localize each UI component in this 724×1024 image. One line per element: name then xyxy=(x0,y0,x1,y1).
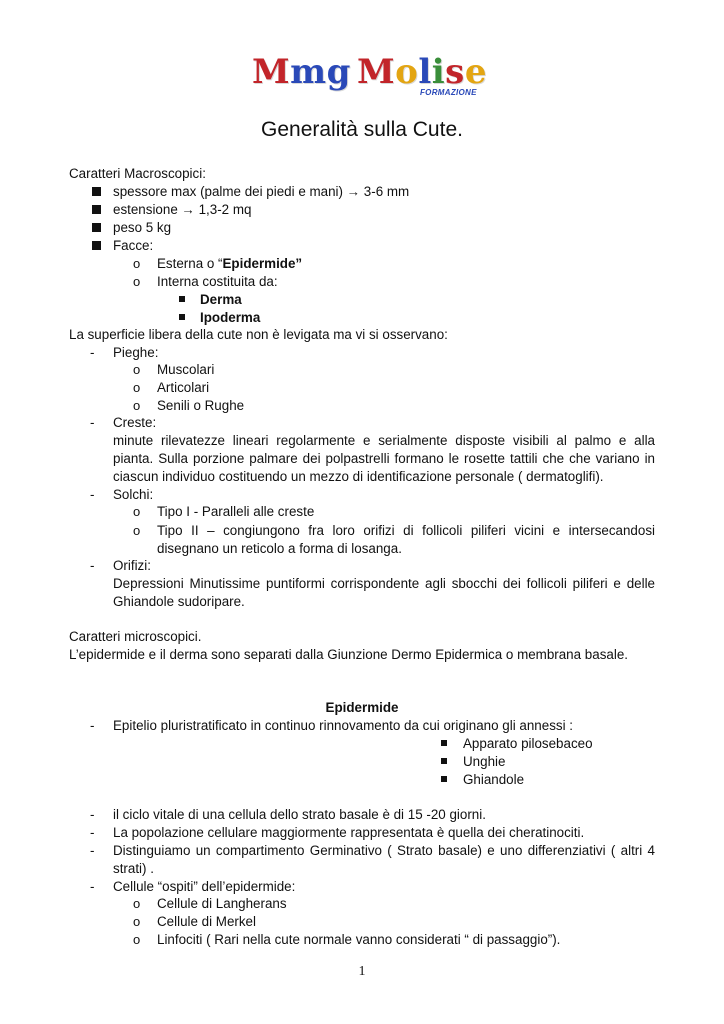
solchi-tipo2-cont: disegnano un reticolo a forma di losanga. xyxy=(157,541,402,556)
dash-bullet-icon: - xyxy=(90,415,95,430)
ospiti-item: Linfociti ( Rari nella cute normale vanno considerati “ di passaggio”). xyxy=(157,932,561,947)
dash-bullet-icon: - xyxy=(90,718,95,733)
facce-esterna xyxy=(157,255,302,273)
popolazione-text: La popolazione cellulare maggiormente rappresentata è quella dei cheratinociti. xyxy=(113,825,585,840)
creste-line: pianta. Sulla porzione palmare dei polpastrelli formano le rosette tattili che che variano in xyxy=(113,451,655,466)
circle-bullet-icon: o xyxy=(133,256,141,271)
creste-line: ciascun individuo costituendo un mezzo di identificazione personale ( dermatoglifi). xyxy=(113,469,604,484)
macro-item: estensione → 1,3-2 mq xyxy=(113,202,252,217)
small-square-bullet-icon xyxy=(179,296,185,302)
dash-bullet-icon: - xyxy=(90,879,95,894)
pieghe-item: Articolari xyxy=(157,380,210,395)
page-number: 1 xyxy=(358,964,366,979)
creste-label: Creste: xyxy=(113,415,157,430)
distinguiamo-cont: strati) . xyxy=(113,861,154,876)
dash-bullet-icon: - xyxy=(90,345,95,360)
square-bullet-icon xyxy=(92,187,101,196)
square-bullet-icon xyxy=(92,205,101,214)
logo-letter: m xyxy=(290,52,327,92)
circle-bullet-icon: o xyxy=(133,504,141,519)
logo-letter: l xyxy=(418,52,432,92)
circle-bullet-icon: o xyxy=(133,932,141,947)
dash-bullet-icon: - xyxy=(90,843,95,858)
epidermide-heading: Epidermide xyxy=(325,700,399,715)
solchi-label: Solchi: xyxy=(113,487,154,502)
creste-line: minute rilevatezze lineari regolarmente e serialmente disposte visibili al palmo e alla xyxy=(113,433,655,448)
macro-item: spessore max (palme dei piedi e mani) → 3-6 mm xyxy=(113,184,410,199)
logo-letter: i xyxy=(431,52,446,92)
orifizi-line: Ghiandole sudoripare. xyxy=(113,594,245,609)
circle-bullet-icon: o xyxy=(133,914,141,929)
ospiti-item: Cellule di Langherans xyxy=(157,896,287,911)
circle-bullet-icon: o xyxy=(133,380,141,395)
solchi-tipo1: Tipo I - Paralleli alle creste xyxy=(157,504,315,519)
circle-bullet-icon: o xyxy=(133,398,141,413)
logo-letter: e xyxy=(464,52,487,92)
circle-bullet-icon: o xyxy=(133,523,141,538)
dash-bullet-icon: - xyxy=(90,487,95,502)
circle-bullet-icon: o xyxy=(133,896,141,911)
dash-bullet-icon: - xyxy=(90,825,95,840)
micro-text: L’epidermide e il derma sono separati dalla Giunzione Dermo Epidermica o membrana basale. xyxy=(69,647,628,662)
facce-esterna-text: Esterna o “ xyxy=(157,256,223,271)
annessi-item: Unghie xyxy=(463,754,506,769)
logo-letter: M xyxy=(252,52,291,92)
annessi-item: Ghiandole xyxy=(463,772,525,787)
orifizi-label: Orifizi: xyxy=(113,558,151,573)
logo-letter: M xyxy=(357,52,396,92)
small-square-bullet-icon xyxy=(441,740,447,746)
square-bullet-icon xyxy=(92,223,101,232)
macro-heading: Caratteri Macroscopici: xyxy=(69,166,206,181)
pieghe-label: Pieghe: xyxy=(113,345,159,360)
dash-bullet-icon: - xyxy=(90,558,95,573)
macro-item: Facce: xyxy=(113,238,154,253)
logo-word-mmg xyxy=(252,52,351,92)
small-square-bullet-icon xyxy=(441,776,447,782)
square-bullet-icon xyxy=(92,241,101,250)
annessi-item: Apparato pilosebaceo xyxy=(463,736,593,751)
circle-bullet-icon: o xyxy=(133,362,141,377)
facce-esterna-bold: Epidermide” xyxy=(222,256,303,271)
dash-bullet-icon: - xyxy=(90,807,95,822)
logo-subtitle: FORMAZIONE xyxy=(420,88,477,97)
micro-heading: Caratteri microscopici. xyxy=(69,629,202,644)
superficie-intro: La superficie libera della cute non è levigata ma vi si osservano: xyxy=(69,327,448,342)
solchi-tipo2: Tipo II – congiungono fra loro orifizi di follicoli piliferi vicini e intersecandosi xyxy=(157,523,655,538)
ospiti-item: Cellule di Merkel xyxy=(157,914,256,929)
facce-sub-item: Derma xyxy=(200,292,242,307)
small-square-bullet-icon xyxy=(441,758,447,764)
facce-interna: Interna costituita da: xyxy=(157,274,278,289)
mmg-molise-logo xyxy=(252,52,487,102)
page-title: Generalità sulla Cute. xyxy=(261,118,463,141)
facce-sub-item: Ipoderma xyxy=(200,310,261,325)
circle-bullet-icon: o xyxy=(133,274,141,289)
pieghe-item: Senili o Rughe xyxy=(157,398,245,413)
logo-word-molise xyxy=(357,52,487,92)
orifizi-line: Depressioni Minutissime puntiformi corrispondente agli sbocchi dei follicoli piliferi e delle xyxy=(113,576,655,591)
small-square-bullet-icon xyxy=(179,314,185,320)
logo-letter: g xyxy=(326,52,351,92)
logo-letter: s xyxy=(445,52,465,92)
distinguiamo-text: Distinguiamo un compartimento Germinativo ( Strato basale) e uno differenziativi ( altri 4 xyxy=(113,843,655,858)
ciclo-text: il ciclo vitale di una cellula dello strato basale è di 15 -20 giorni. xyxy=(113,807,486,822)
epitelio-text: Epitelio pluristratificato in continuo rinnovamento da cui originano gli annessi : xyxy=(113,718,574,733)
pieghe-item: Muscolari xyxy=(157,362,215,377)
logo-letter: o xyxy=(395,52,419,92)
macro-item: peso 5 kg xyxy=(113,220,172,235)
ospiti-text: Cellule “ospiti” dell’epidermide: xyxy=(113,879,296,894)
